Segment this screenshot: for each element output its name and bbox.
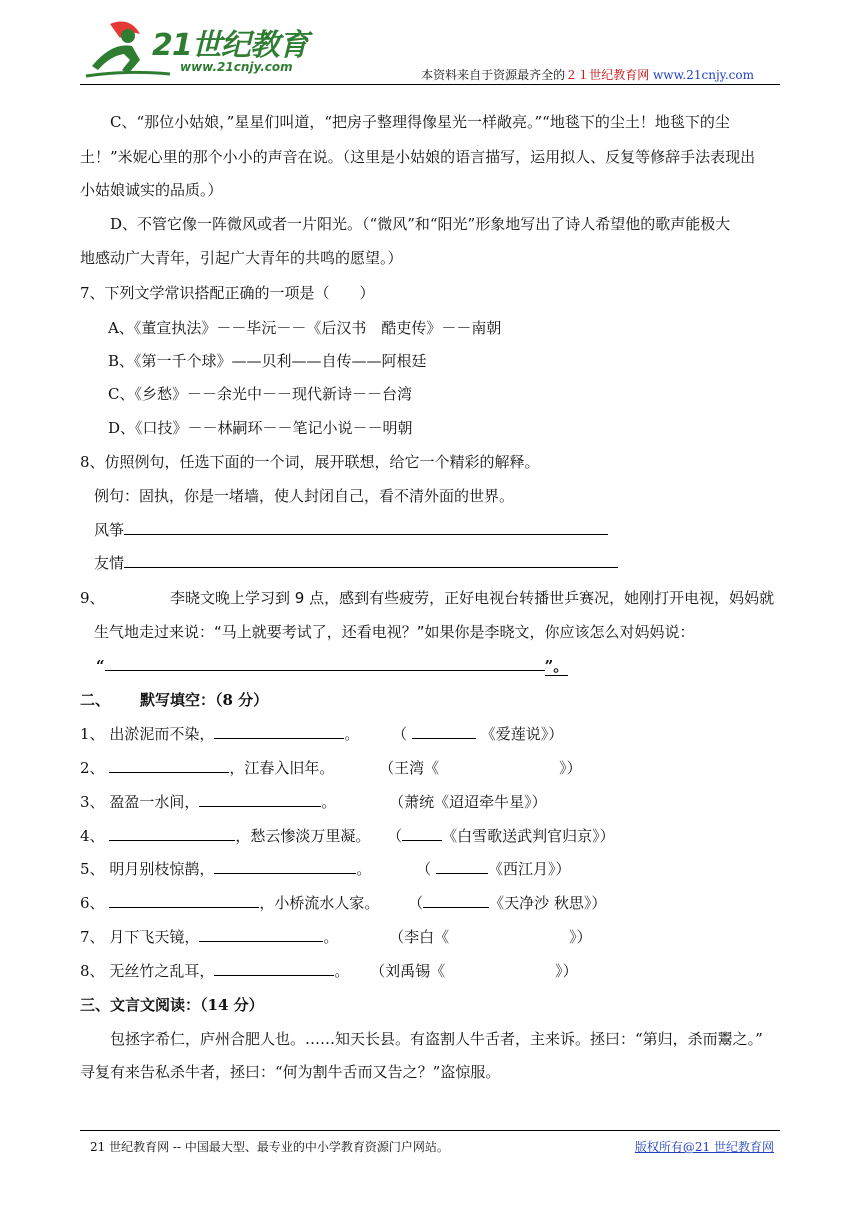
q8-answer-blank-1[interactable]: [124, 520, 608, 535]
item-source-blank[interactable]: [412, 724, 476, 739]
item-suffix: ，愁云惨淡万里凝。: [235, 827, 371, 845]
q9-close-quote: ”。: [544, 657, 569, 675]
item-blank[interactable]: [199, 927, 323, 942]
dictation-item-8: [80, 961, 578, 981]
item-blank[interactable]: [109, 758, 229, 773]
item-source-post: 《西江月》）: [487, 860, 571, 878]
dictation-item-6: [80, 893, 606, 913]
item-source-blank[interactable]: [402, 826, 442, 841]
section3-paragraph-line1: 包拯字希仁，庐州合肥人也。……知天长县。有盗割人牛舌者，主来诉。拯曰：“第归，杀而鬻之。”: [110, 1030, 763, 1048]
item-prefix: 出淤泥而不染，: [109, 725, 215, 743]
item-source: （萧统《迢迢牵牛星》）: [389, 793, 547, 811]
q8-word-2: 友情: [94, 554, 125, 572]
item-source-post: 》）: [555, 962, 578, 980]
header-note-brand: ２１世纪教育网: [565, 68, 650, 82]
item-source-pre: （刘禹锡《: [370, 962, 446, 980]
q6-c-line1: C、“那位小姑娘，”星星们叫道，“把房子整理得像星光一样敞亮。”“地毯下的尘土！地毯下的尘: [110, 113, 730, 131]
item-prefix: 明月别枝惊鹊，: [109, 860, 215, 878]
item-blank[interactable]: [109, 893, 259, 908]
q7-option-a: A、《董宣执法》－－毕沅－－《后汉书 酷吏传》－－南朝: [108, 319, 502, 337]
item-blank[interactable]: [214, 724, 344, 739]
item-source-post: 《白雪歌送武判官归京》）: [442, 827, 615, 845]
item-number: 6、: [80, 894, 105, 912]
item-number: 8、: [80, 962, 105, 980]
item-source-pre: （王湾《: [379, 759, 440, 777]
item-source-pre: （李白《: [389, 928, 450, 946]
dictation-item-1: [80, 724, 563, 744]
item-number: 1、: [80, 725, 105, 743]
footer-copyright-link[interactable]: 版权所有@21 世纪教育网: [634, 1140, 774, 1154]
item-number: 4、: [80, 827, 105, 845]
item-number: 5、: [80, 860, 105, 878]
item-source-post: 《爱莲说》）: [480, 725, 564, 743]
item-source-pre: （: [392, 725, 408, 743]
q9-line1: 李晓文晚上学习到 9 点，感到有些疲劳，正好电视台转播世乒赛况，她刚打开电视，妈妈就: [170, 589, 775, 607]
footer-text: 21 世纪教育网 -- 中国最大型、最专业的中小学教育资源门户网站。: [90, 1140, 449, 1154]
site-logo: [80, 14, 310, 84]
item-prefix: 无丝竹之乱耳，: [109, 962, 215, 980]
section2-number: 二、: [80, 691, 111, 709]
dictation-item-2: [80, 758, 582, 778]
item-prefix: 月下飞天镜，: [109, 928, 200, 946]
logo-text: 21世纪教育: [152, 28, 308, 63]
q7-option-d: D、《口技》－－林嗣环－－笔记小说－－明朝: [108, 419, 413, 437]
q9-open-quote: “: [96, 657, 105, 675]
item-suffix: 。: [323, 928, 339, 946]
q6-d-line1: D、不管它像一阵微风或者一片阳光。（“微风”和“阳光”形象地写出了诗人希望他的歌声能极大: [110, 215, 731, 233]
item-suffix: 。: [344, 725, 360, 743]
item-source-pre: （: [387, 827, 403, 845]
q6-d-line2: 地感动广大青年，引起广大青年的共鸣的愿望。）: [80, 249, 403, 267]
q8-answer-row-1: [94, 520, 608, 540]
logo-subtext: www.21cnjy.com: [180, 60, 293, 74]
section2-title: 默写填空：（8 分）: [140, 691, 269, 709]
item-number: 2、: [80, 759, 105, 777]
item-source-pre: （: [416, 860, 432, 878]
item-source-blank[interactable]: [436, 859, 488, 874]
q9-line2: 生气地走过来说：“马上就要考试了，还看电视？”如果你是李晓文，你应该怎么对妈妈说：: [94, 623, 695, 641]
footer-rule: [80, 1130, 780, 1131]
item-suffix: 。: [356, 860, 372, 878]
item-number: 7、: [80, 928, 105, 946]
q7-option-b: B、《第一千个球》——贝利——自传——阿根廷: [108, 352, 427, 370]
header-note: [421, 66, 754, 83]
q7-stem: 7、下列文学常识搭配正确的一项是（ ）: [80, 284, 375, 302]
item-number: 3、: [80, 793, 105, 811]
q9-number: 9、: [80, 589, 105, 607]
item-blank[interactable]: [214, 961, 334, 976]
item-source-blank[interactable]: [423, 893, 489, 908]
header-note-url[interactable]: www.21cnjy.com: [653, 68, 754, 82]
q9-answer-row: [96, 656, 568, 676]
section3-title: 三、文言文阅读：（14 分）: [80, 996, 264, 1014]
q8-answer-blank-2[interactable]: [124, 553, 618, 568]
dictation-item-4: [80, 826, 615, 846]
item-blank[interactable]: [109, 826, 235, 841]
q6-c-line3: 小姑娘诚实的品质。）: [80, 181, 223, 199]
q8-example: 例句：固执，你是一堵墙，使人封闭自己，看不清外面的世界。: [94, 487, 515, 505]
q9-answer-blank[interactable]: [105, 656, 545, 671]
header-rule: [80, 84, 780, 85]
q6-c-line2: 土！”米妮心里的那个小小的声音在说。（这里是小姑娘的语言描写，运用拟人、反复等修辞手法表现出: [80, 148, 756, 166]
item-suffix: ，江春入旧年。: [229, 759, 335, 777]
dictation-item-3: [80, 792, 547, 812]
item-suffix: ，小桥流水人家。: [259, 894, 380, 912]
item-source-post: 《天净沙 秋思》）: [489, 894, 607, 912]
item-blank[interactable]: [214, 859, 356, 874]
section3-paragraph-line2: 寻复有来告私杀牛者，拯曰：“何为割牛舌而又告之？”盗惊服。: [80, 1063, 501, 1081]
item-source-pre: （: [408, 894, 424, 912]
dictation-item-5: [80, 859, 570, 879]
item-suffix: 。: [334, 962, 350, 980]
header-note-prefix: 本资料来自于资源最齐全的: [421, 68, 566, 82]
dictation-item-7: [80, 927, 592, 947]
q7-option-c: C、《乡愁》－－余光中－－现代新诗－－台湾: [108, 385, 412, 403]
item-source-post: 》）: [569, 928, 592, 946]
q8-word-1: 风筝: [94, 521, 125, 539]
item-source-post: 》）: [559, 759, 582, 777]
item-prefix: 盈盈一水间，: [109, 793, 200, 811]
q8-stem: 8、仿照例句，任选下面的一个词，展开联想，给它一个精彩的解释。: [80, 453, 540, 471]
item-blank[interactable]: [199, 792, 321, 807]
q8-answer-row-2: [94, 553, 618, 573]
item-suffix: 。: [321, 793, 337, 811]
